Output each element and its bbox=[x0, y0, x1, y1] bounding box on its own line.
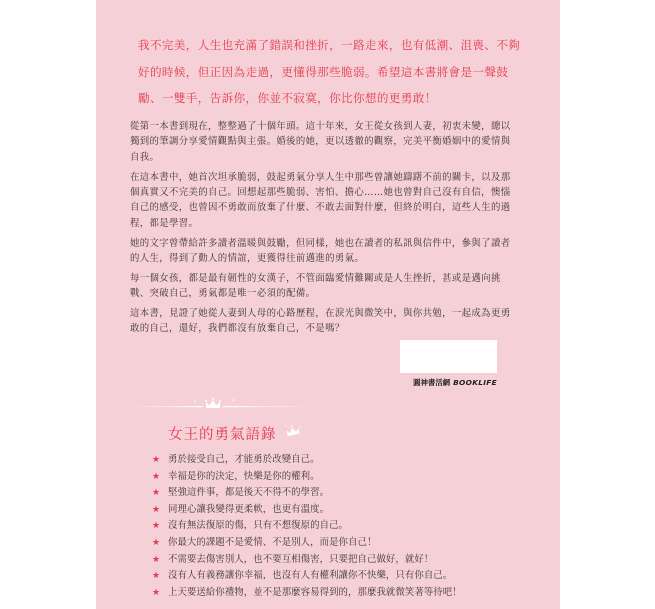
list-item bbox=[152, 452, 462, 469]
star-icon bbox=[152, 536, 168, 552]
body-line: 自我。 bbox=[130, 151, 160, 163]
paragraph bbox=[130, 306, 510, 337]
publisher-logo bbox=[360, 378, 497, 388]
quote-text: 堅強這件事，都是後天不得不的學習。 bbox=[168, 487, 330, 499]
quote-text: 沒有人有義務讓你幸福，也沒有人有權利讓你不快樂，只有你自己。 bbox=[168, 570, 453, 582]
intro-line: 我不完美，人生也充滿了錯誤和挫折，一路走來，也有低潮、沮喪、不夠 bbox=[138, 38, 521, 52]
body-line: 敢的自己，還好，我們都沒有放棄自己，不是嗎？ bbox=[130, 323, 345, 335]
body-line: 這本書，見證了她從人妻到人母的心路歷程，在淚光與微笑中，與你共勉，一起成為更勇 bbox=[130, 308, 511, 320]
blank-label-box bbox=[400, 340, 497, 373]
body-line: 的人生，得到了動人的情誼，更獲得往前邁進的勇氣。 bbox=[130, 253, 365, 265]
crown-icon bbox=[205, 398, 221, 408]
body-line: 程，都是學習。 bbox=[130, 217, 199, 229]
quote-text: 勇於接受自己，才能勇於改變自己。 bbox=[168, 454, 320, 465]
star-icon bbox=[152, 586, 168, 602]
body-line: 在這本書中，她首次坦承脆弱，鼓起勇氣分享人生中那些曾讓她躊躇不前的關卡，以及那 bbox=[130, 171, 511, 183]
body-line: 從第一本書到現在，整整過了十個年頭。這十年來，女王從女孩到人妻，初衷未變，總以 bbox=[130, 121, 511, 132]
quote-text: 幸福是你的決定，快樂是你的權利。 bbox=[168, 470, 320, 482]
paragraph bbox=[130, 271, 510, 302]
quote-text: 上天要送給你禮物，並不是那麼容易得到的，那麼我就微笑著等待吧！ bbox=[168, 586, 462, 598]
quotes-list bbox=[152, 452, 462, 601]
list-item bbox=[152, 585, 462, 602]
intro-line: 勵、一雙手，告訴你，你並不寂寞，你比你想的更勇敢！ bbox=[138, 91, 437, 105]
list-item bbox=[152, 518, 462, 535]
intro-line: 好的時候，但正因為走過，更懂得那些脆弱。希望這本書將會是一聲鼓 bbox=[138, 64, 509, 79]
star-icon bbox=[152, 486, 168, 502]
star-icon bbox=[152, 553, 168, 569]
sparkle bbox=[194, 400, 196, 402]
list-item bbox=[152, 469, 462, 486]
star-icon bbox=[152, 470, 168, 486]
body-line: 個真實又不完美的自己。回想起那些脆弱、害怕、擔心……她也曾對自己沒有自信，懊惱 bbox=[130, 187, 511, 199]
star-icon bbox=[152, 519, 168, 535]
paragraph bbox=[130, 236, 510, 267]
quotes-heading: 女王的勇氣語錄 bbox=[168, 427, 277, 443]
star-icon bbox=[152, 503, 168, 519]
quote-text: 不需要去傷害別人，也不要互相傷害，只要把自己做好，就好！ bbox=[168, 553, 434, 565]
crown-divider bbox=[125, 395, 325, 415]
body-line: 自己的感受，也曾因不勇敢而放棄了什麼、不敢去面對什麼，但終於明白，這些人生的過 bbox=[130, 202, 511, 214]
body-line: 戰、突破自己，勇氣都是唯一必須的配備。 bbox=[130, 288, 316, 300]
paragraph bbox=[130, 119, 510, 165]
quote-text: 沒有無法復原的傷，只有不想復原的自己。 bbox=[168, 520, 349, 532]
sparkle bbox=[232, 399, 234, 401]
list-item bbox=[152, 502, 462, 519]
quote-text: 同理心讓我變得更柔軟，也更有溫度。 bbox=[168, 503, 330, 515]
intro-quote bbox=[138, 32, 520, 112]
list-item bbox=[152, 485, 462, 502]
body-line: 她的文字曾帶給許多讀者溫暖與鼓勵，但同樣，她也在讀者的私訊與信件中，參與了讀者 bbox=[130, 237, 511, 249]
list-item bbox=[152, 552, 462, 569]
crown-icon bbox=[284, 423, 302, 439]
quote-text: 你最大的課題不是愛情、不是別人，而是你自己！ bbox=[168, 536, 377, 548]
star-icon bbox=[152, 569, 168, 585]
list-item bbox=[152, 535, 462, 552]
list-item bbox=[152, 568, 462, 585]
paragraph bbox=[130, 170, 510, 232]
publisher-name-zh: 圓神書活網 bbox=[413, 378, 451, 387]
star-icon bbox=[152, 453, 168, 469]
description bbox=[130, 119, 510, 341]
body-line: 每一個女孩，都是最有韌性的女漢子，不管面臨愛情難關或是人生挫折，甚或是邁向挑 bbox=[130, 272, 501, 284]
publisher-name-en: BOOKLIFE bbox=[453, 378, 497, 387]
divider-line-left bbox=[130, 406, 203, 407]
divider-line-right bbox=[223, 406, 313, 407]
body-line: 獨到的筆調分享愛情觀點與主張。婚後的她，更以透徹的觀察，完美平衡婚姻中的愛情與 bbox=[130, 136, 511, 148]
